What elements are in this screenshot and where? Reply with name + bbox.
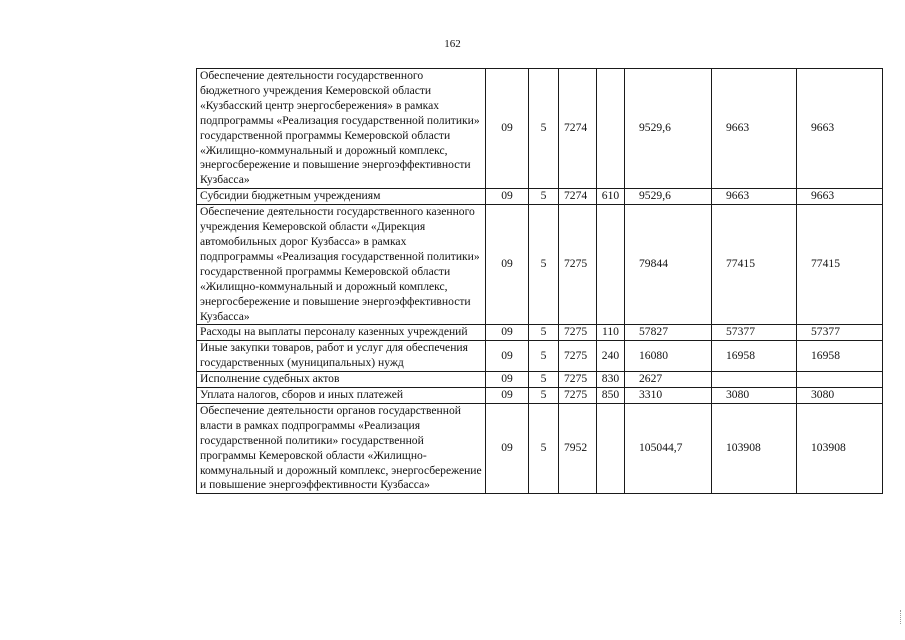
target-article-cell: 7275: [559, 205, 597, 325]
amount-year1-cell: 9529,6: [625, 69, 712, 189]
amount-year3-cell: 9663: [797, 189, 883, 205]
table-row: [197, 372, 883, 388]
amount-year2-cell: [712, 372, 797, 388]
target-article-cell: 7274: [559, 69, 597, 189]
expense-kind-cell: 850: [597, 388, 625, 404]
amount-year2-cell: 77415: [712, 205, 797, 325]
amount-year3-cell: 9663: [797, 69, 883, 189]
section-cell: 09: [486, 189, 529, 205]
expense-kind-cell: [597, 69, 625, 189]
section-cell: 09: [486, 403, 529, 493]
amount-year3-cell: 3080: [797, 388, 883, 404]
amount-year1-cell: 105044,7: [625, 403, 712, 493]
table-row: [197, 205, 883, 325]
table-row: [197, 388, 883, 404]
row-name-cell: Расходы на выплаты персоналу казенных учреждений: [197, 325, 486, 341]
amount-year1-cell: 57827: [625, 325, 712, 341]
expense-kind-cell: 610: [597, 189, 625, 205]
expense-kind-cell: 830: [597, 372, 625, 388]
amount-year3-cell: 16958: [797, 341, 883, 372]
target-article-cell: 7274: [559, 189, 597, 205]
section-cell: 09: [486, 69, 529, 189]
row-name-cell: Субсидии бюджетным учреждениям: [197, 189, 486, 205]
row-name-cell: Исполнение судебных актов: [197, 372, 486, 388]
amount-year1-cell: 79844: [625, 205, 712, 325]
table-row: [197, 69, 883, 189]
target-article-cell: 7275: [559, 341, 597, 372]
row-name-cell: Обеспечение деятельности государственного бюджетного учреждения Кемеровской области «Кузбасский центр энергосбережения» в рамках подпрограммы «Реализация государственной политики» государственной программы Кемеровской области «Жилищно-коммунальный и дорожный комплекс, энергосбережение и повышение энергоэффективности Кузбасса»: [197, 69, 486, 189]
target-article-cell: 7275: [559, 388, 597, 404]
section-cell: 09: [486, 205, 529, 325]
amount-year3-cell: 77415: [797, 205, 883, 325]
amount-year2-cell: 9663: [712, 189, 797, 205]
section-cell: 09: [486, 388, 529, 404]
subsection-cell: 5: [529, 372, 559, 388]
section-cell: 09: [486, 372, 529, 388]
target-article-cell: 7952: [559, 403, 597, 493]
subsection-cell: 5: [529, 205, 559, 325]
amount-year1-cell: 16080: [625, 341, 712, 372]
amount-year2-cell: 9663: [712, 69, 797, 189]
expense-kind-cell: [597, 205, 625, 325]
row-name-cell: Обеспечение деятельности органов государственной власти в рамках подпрограммы «Реализация государственной политики» государственной программы Кемеровской области «Жилищно-коммунальный и дорожный комплекс, энергосбережение и повышение энергоэффективности Кузбасса»: [197, 403, 486, 493]
amount-year2-cell: 103908: [712, 403, 797, 493]
scroll-indicator: [900, 610, 903, 624]
amount-year3-cell: 103908: [797, 403, 883, 493]
target-article-cell: 7275: [559, 325, 597, 341]
subsection-cell: 5: [529, 341, 559, 372]
row-name-cell: Обеспечение деятельности государственного казенного учреждения Кемеровской области «Дирекция автомобильных дорог Кузбасса» в рамках подпрограммы «Реализация государственной политики» государственной программы Кемеровской области «Жилищно-коммунальный и дорожный комплекс, энергосбережение и повышение энергоэффективности Кузбасса»: [197, 205, 486, 325]
amount-year1-cell: 3310: [625, 388, 712, 404]
budget-table: [196, 68, 883, 494]
amount-year3-cell: 57377: [797, 325, 883, 341]
row-name-cell: Иные закупки товаров, работ и услуг для обеспечения государственных (муниципальных) нужд: [197, 341, 486, 372]
table-row: [197, 325, 883, 341]
subsection-cell: 5: [529, 325, 559, 341]
amount-year2-cell: 16958: [712, 341, 797, 372]
section-cell: 09: [486, 341, 529, 372]
table-row: [197, 403, 883, 493]
amount-year1-cell: 2627: [625, 372, 712, 388]
amount-year1-cell: 9529,6: [625, 189, 712, 205]
expense-kind-cell: 240: [597, 341, 625, 372]
subsection-cell: 5: [529, 403, 559, 493]
table-row: [197, 341, 883, 372]
table-row: [197, 189, 883, 205]
page-number: 162: [444, 38, 461, 50]
section-cell: 09: [486, 325, 529, 341]
subsection-cell: 5: [529, 189, 559, 205]
expense-kind-cell: [597, 403, 625, 493]
amount-year2-cell: 3080: [712, 388, 797, 404]
target-article-cell: 7275: [559, 372, 597, 388]
amount-year3-cell: [797, 372, 883, 388]
amount-year2-cell: 57377: [712, 325, 797, 341]
subsection-cell: 5: [529, 69, 559, 189]
expense-kind-cell: 110: [597, 325, 625, 341]
subsection-cell: 5: [529, 388, 559, 404]
row-name-cell: Уплата налогов, сборов и иных платежей: [197, 388, 486, 404]
